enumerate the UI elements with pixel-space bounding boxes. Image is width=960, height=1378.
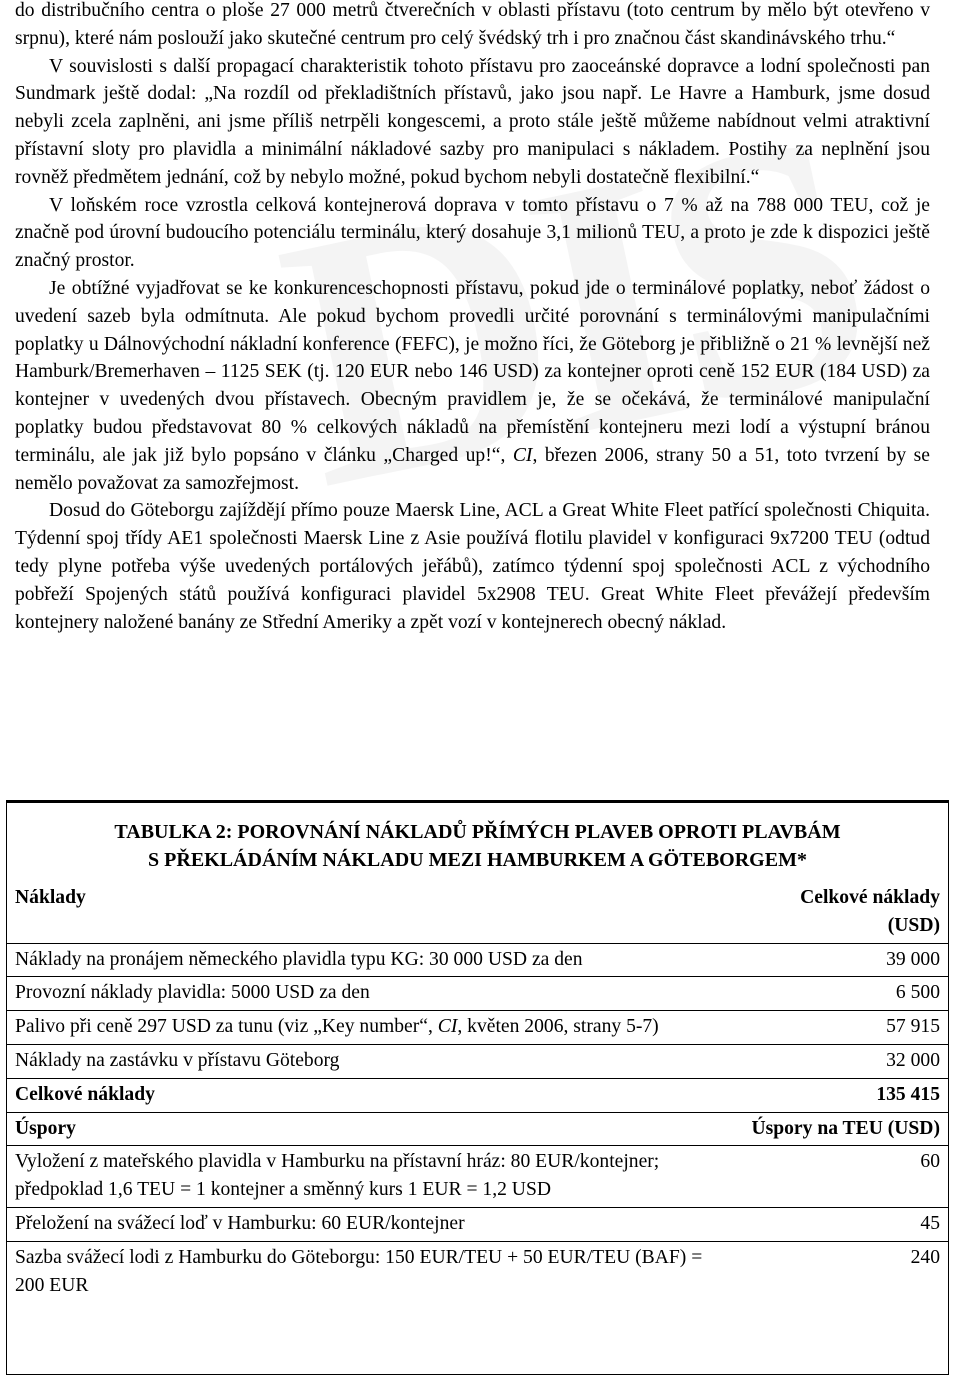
table-row <box>7 977 948 1011</box>
table-title-line-1: TABULKA 2: POROVNÁNÍ NÁKLADŮ PŘÍMÝCH PLAVEB OPROTI PLAVBÁM <box>114 821 841 843</box>
row-label <box>7 1078 742 1112</box>
italic-text-segment: CI <box>512 444 533 466</box>
paragraph <box>15 497 930 636</box>
table-row <box>7 1241 948 1302</box>
row-label <box>7 882 742 943</box>
row-label <box>7 1044 742 1078</box>
text-segment: do distribučního centra o ploše 27 000 metrů čtverečních v oblasti přístavu (toto centrum by mělo být otevřeno v srpnu), které nám poslouží jako skutečné centrum pro celý švédský trh i pro značnou část skandinávského trhu.“ <box>15 0 930 49</box>
article-body <box>15 0 930 636</box>
table-row <box>7 1044 948 1078</box>
table-row <box>7 1011 948 1045</box>
table-title-line-2: S PŘEKLÁDÁNÍM NÁKLADU MEZI HAMBURKEM A GÖTEBORGEM* <box>148 849 807 871</box>
text-segment: V loňském roce vzrostla celková kontejnerová doprava v tomto přístavu o 7 % až na 788 000 TEU, což je značně pod úrovní budoucího potenciálu terminálu, který dosahuje 3,1 milionů TEU, a proto je zde k dispozici ještě značný prostor. <box>15 194 930 272</box>
paragraph <box>15 275 930 497</box>
row-value: 6 500 <box>742 977 948 1011</box>
row-label <box>7 1207 742 1241</box>
table-row <box>7 1146 948 1208</box>
row-label <box>7 1146 742 1208</box>
row-value: Úspory na TEU (USD) <box>742 1112 948 1146</box>
text-segment: V souvislosti s další propagací charakteristik tohoto přístavu pro zaoceánské dopravce a lodní společnosti pan Sundmark ještě dodal: „Na rozdíl od překladištních přístavů, jako jsou např. Le Havre a Hamburk, jsme dosud nebyli zcela zaplněni, ani jsme příliš netrpěli kongescemi, a proto stále ještě můžeme nabídnout velmi atraktivní přístavní sloty pro plavidla a minimální nákladové sazby pro manipulaci s nákladem. Postihy za neplnění jsou rovněž předmětem jednání, což by nebylo možné, pokud bychom nebyli dostatečně flexibilní.“ <box>15 55 930 188</box>
row-label-line: předpoklad 1,6 TEU = 1 kontejner a směnný kurs 1 EUR = 1,2 USD <box>15 1179 552 1201</box>
row-label <box>7 1241 742 1302</box>
row-value: 32 000 <box>742 1044 948 1078</box>
row-label <box>7 943 742 977</box>
row-value: 135 415 <box>742 1078 948 1112</box>
table-row <box>7 943 948 977</box>
row-label <box>7 977 742 1011</box>
row-label-line: Náklady na pronájem německého plavidla typu KG: 30 000 USD za den <box>15 948 583 970</box>
row-value: 57 915 <box>742 1011 948 1045</box>
row-value: 240 <box>742 1241 948 1302</box>
row-label-line: Úspory <box>15 1117 76 1139</box>
cost-comparison-table-box <box>6 800 949 1375</box>
table-header-row <box>7 882 948 943</box>
row-label <box>7 1112 742 1146</box>
cost-comparison-table <box>7 882 948 1302</box>
paragraph <box>15 192 930 275</box>
paragraph <box>15 53 930 192</box>
table-title <box>7 818 948 874</box>
table-header-row <box>7 1078 948 1112</box>
row-value: 45 <box>742 1207 948 1241</box>
table-header-row <box>7 1112 948 1146</box>
row-label-line: Sazba svážecí lodi z Hamburku do Göteborgu: 150 EUR/TEU + 50 EUR/TEU (BAF) = 200 EUR <box>15 1246 703 1296</box>
row-label <box>7 1011 742 1045</box>
row-label-line: Celkové náklady <box>15 1083 155 1105</box>
row-value: 60 <box>742 1146 948 1208</box>
paragraph <box>15 0 930 53</box>
text-segment: Je obtížné vyjadřovat se ke konkurenceschopnosti přístavu, pokud jde o terminálové poplatky, neboť žádost o uvedení sazeb byla odmítnuta. Ale pokud bychom provedli určité porovnání s terminálovými manipulačními poplatky u Dálnovýchodní nákladní konference (FEFC), je možno říci, že Göteborg je přibližně o 21 % levnější než Hamburk/Bremerhaven – 1125 SEK (tj. 120 EUR nebo 146 USD) za kontejner oproti ceně 152 EUR (184 USD) za kontejner v uvedených dvou přístavech. Obecným pravidlem je, že se očekává, že terminálové manipulační poplatky budou představovat 80 % celkových nákladů na přemístění kontejneru mezi lodí a výstupní bránou terminálu, ale jak již bylo popsáno v článku „Charged up!“, <box>15 277 930 466</box>
text-segment: Palivo při ceně 297 USD za tunu (viz „Key number“, <box>15 1016 438 1038</box>
row-label-line: Vyložení z mateřského plavidla v Hamburku na přístavní hráz: 80 EUR/kontejner; <box>15 1151 660 1173</box>
text-segment: , květen 2006, strany 5-7) <box>457 1016 659 1038</box>
row-value: 39 000 <box>742 943 948 977</box>
text-segment: Dosud do Göteborgu zajíždějí přímo pouze Maersk Line, ACL a Great White Fleet patřící společnosti Chiquita. Týdenní spoj třídy AE1 společnosti Maersk Line z Asie používá flotilu plavidel v konfiguraci 9x7200 TEU (odtud tedy plyne potřeba výše uvedených portálových jeřábů), zatímco týdenní spoj společnosti ACL z východního pobřeží Spojených států používá konfiguraci plavidel 5x2908 TEU. Great White Fleet převážejí především kontejnery naložené banány ze Střední Ameriky a zpět vozí v kontejnerech obecný náklad. <box>15 500 930 633</box>
row-label-line: Provozní náklady plavidla: 5000 USD za den <box>15 982 370 1004</box>
row-label-line: Náklady <box>15 887 86 908</box>
table-row <box>7 1207 948 1241</box>
row-label-line: Přeložení na svážecí loď v Hamburku: 60 EUR/kontejner <box>15 1212 465 1234</box>
row-label-line: Náklady na zastávku v přístavu Göteborg <box>15 1049 340 1071</box>
row-value: Celkové náklady (USD) <box>800 887 940 936</box>
text-segment: , březen 2006, strany 50 a 51, toto tvrzení by se nemělo považovat za samozřejmost. <box>15 444 930 494</box>
italic-text-segment: CI <box>437 1016 458 1038</box>
